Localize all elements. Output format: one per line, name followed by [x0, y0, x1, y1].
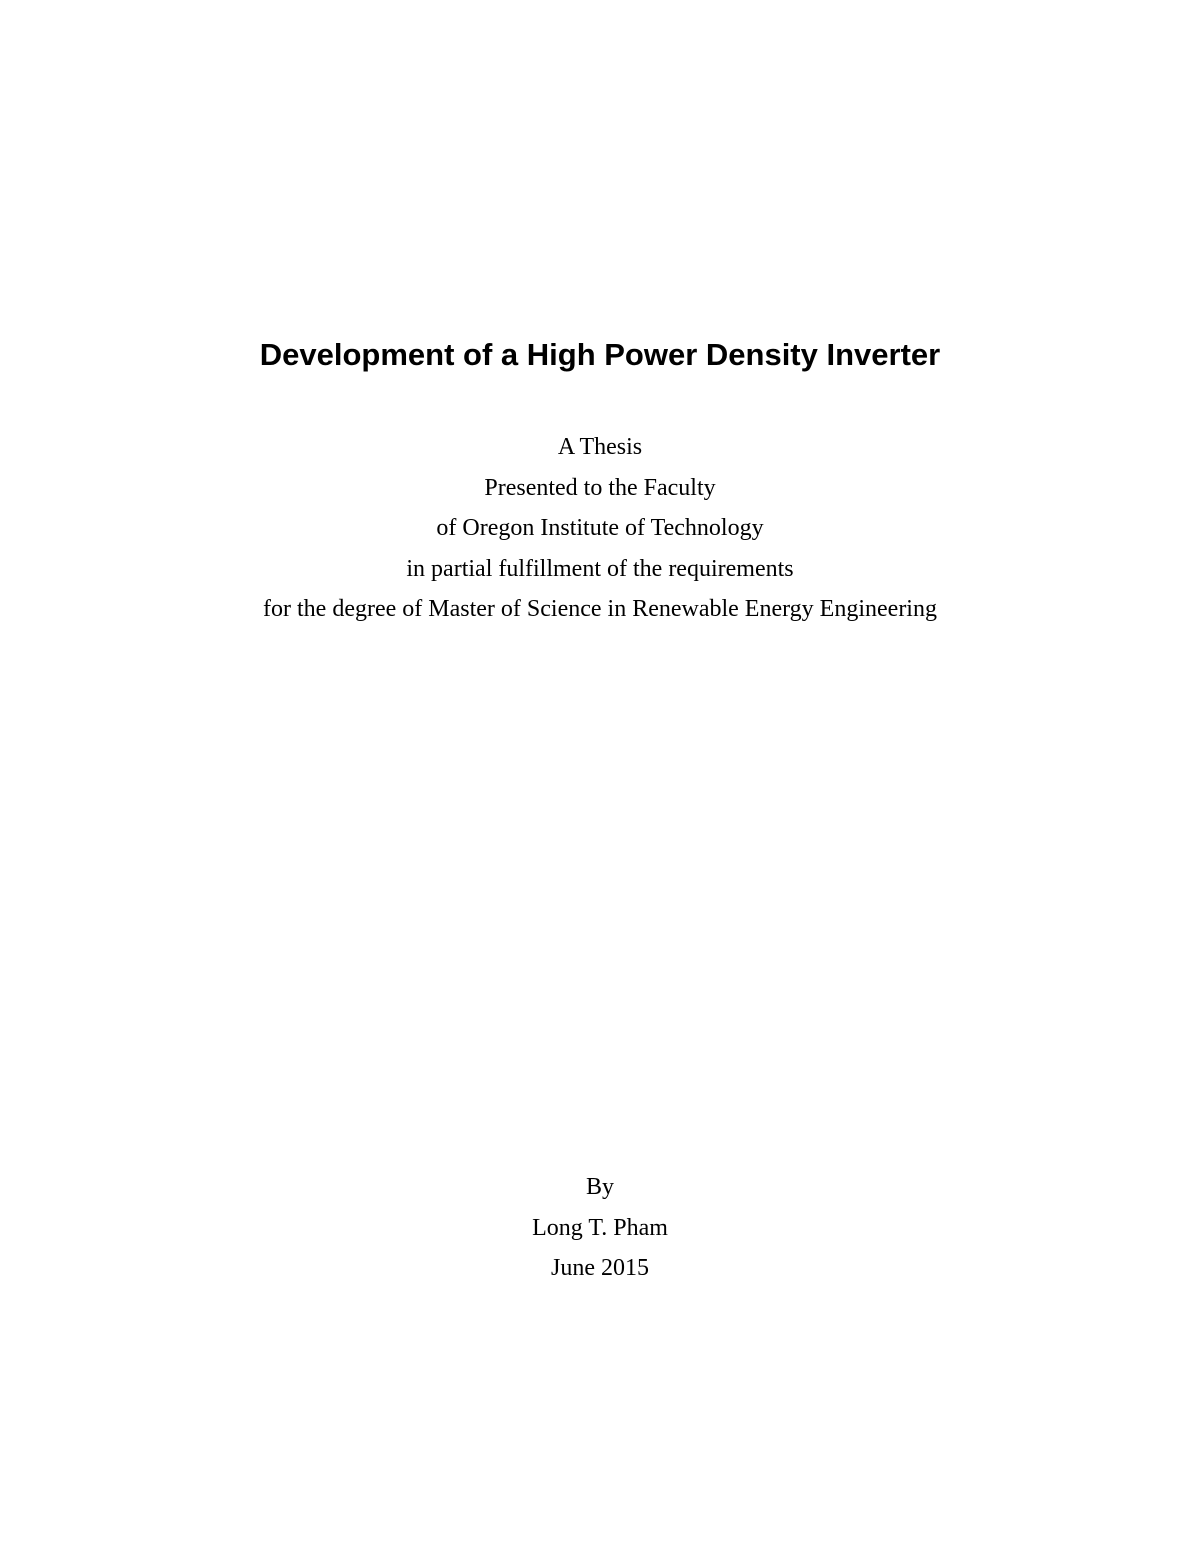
thesis-line: in partial fulfillment of the requirements	[406, 555, 794, 582]
byline	[0, 1167, 1200, 1289]
thesis-line: A Thesis	[557, 434, 643, 460]
thesis-line: of Oregon Institute of Technology	[436, 515, 764, 541]
thesis-statement	[0, 427, 1200, 630]
publication-date: June 2015	[551, 1255, 649, 1281]
author-name: Long T. Pham	[532, 1214, 668, 1241]
thesis-line: for the degree of Master of Science in Renewable Energy Engineering	[263, 596, 937, 622]
thesis-line: Presented to the Faculty	[484, 474, 716, 501]
byline-by: By	[585, 1174, 614, 1200]
page-title: Development of a High Power Density Inverter	[259, 337, 941, 372]
